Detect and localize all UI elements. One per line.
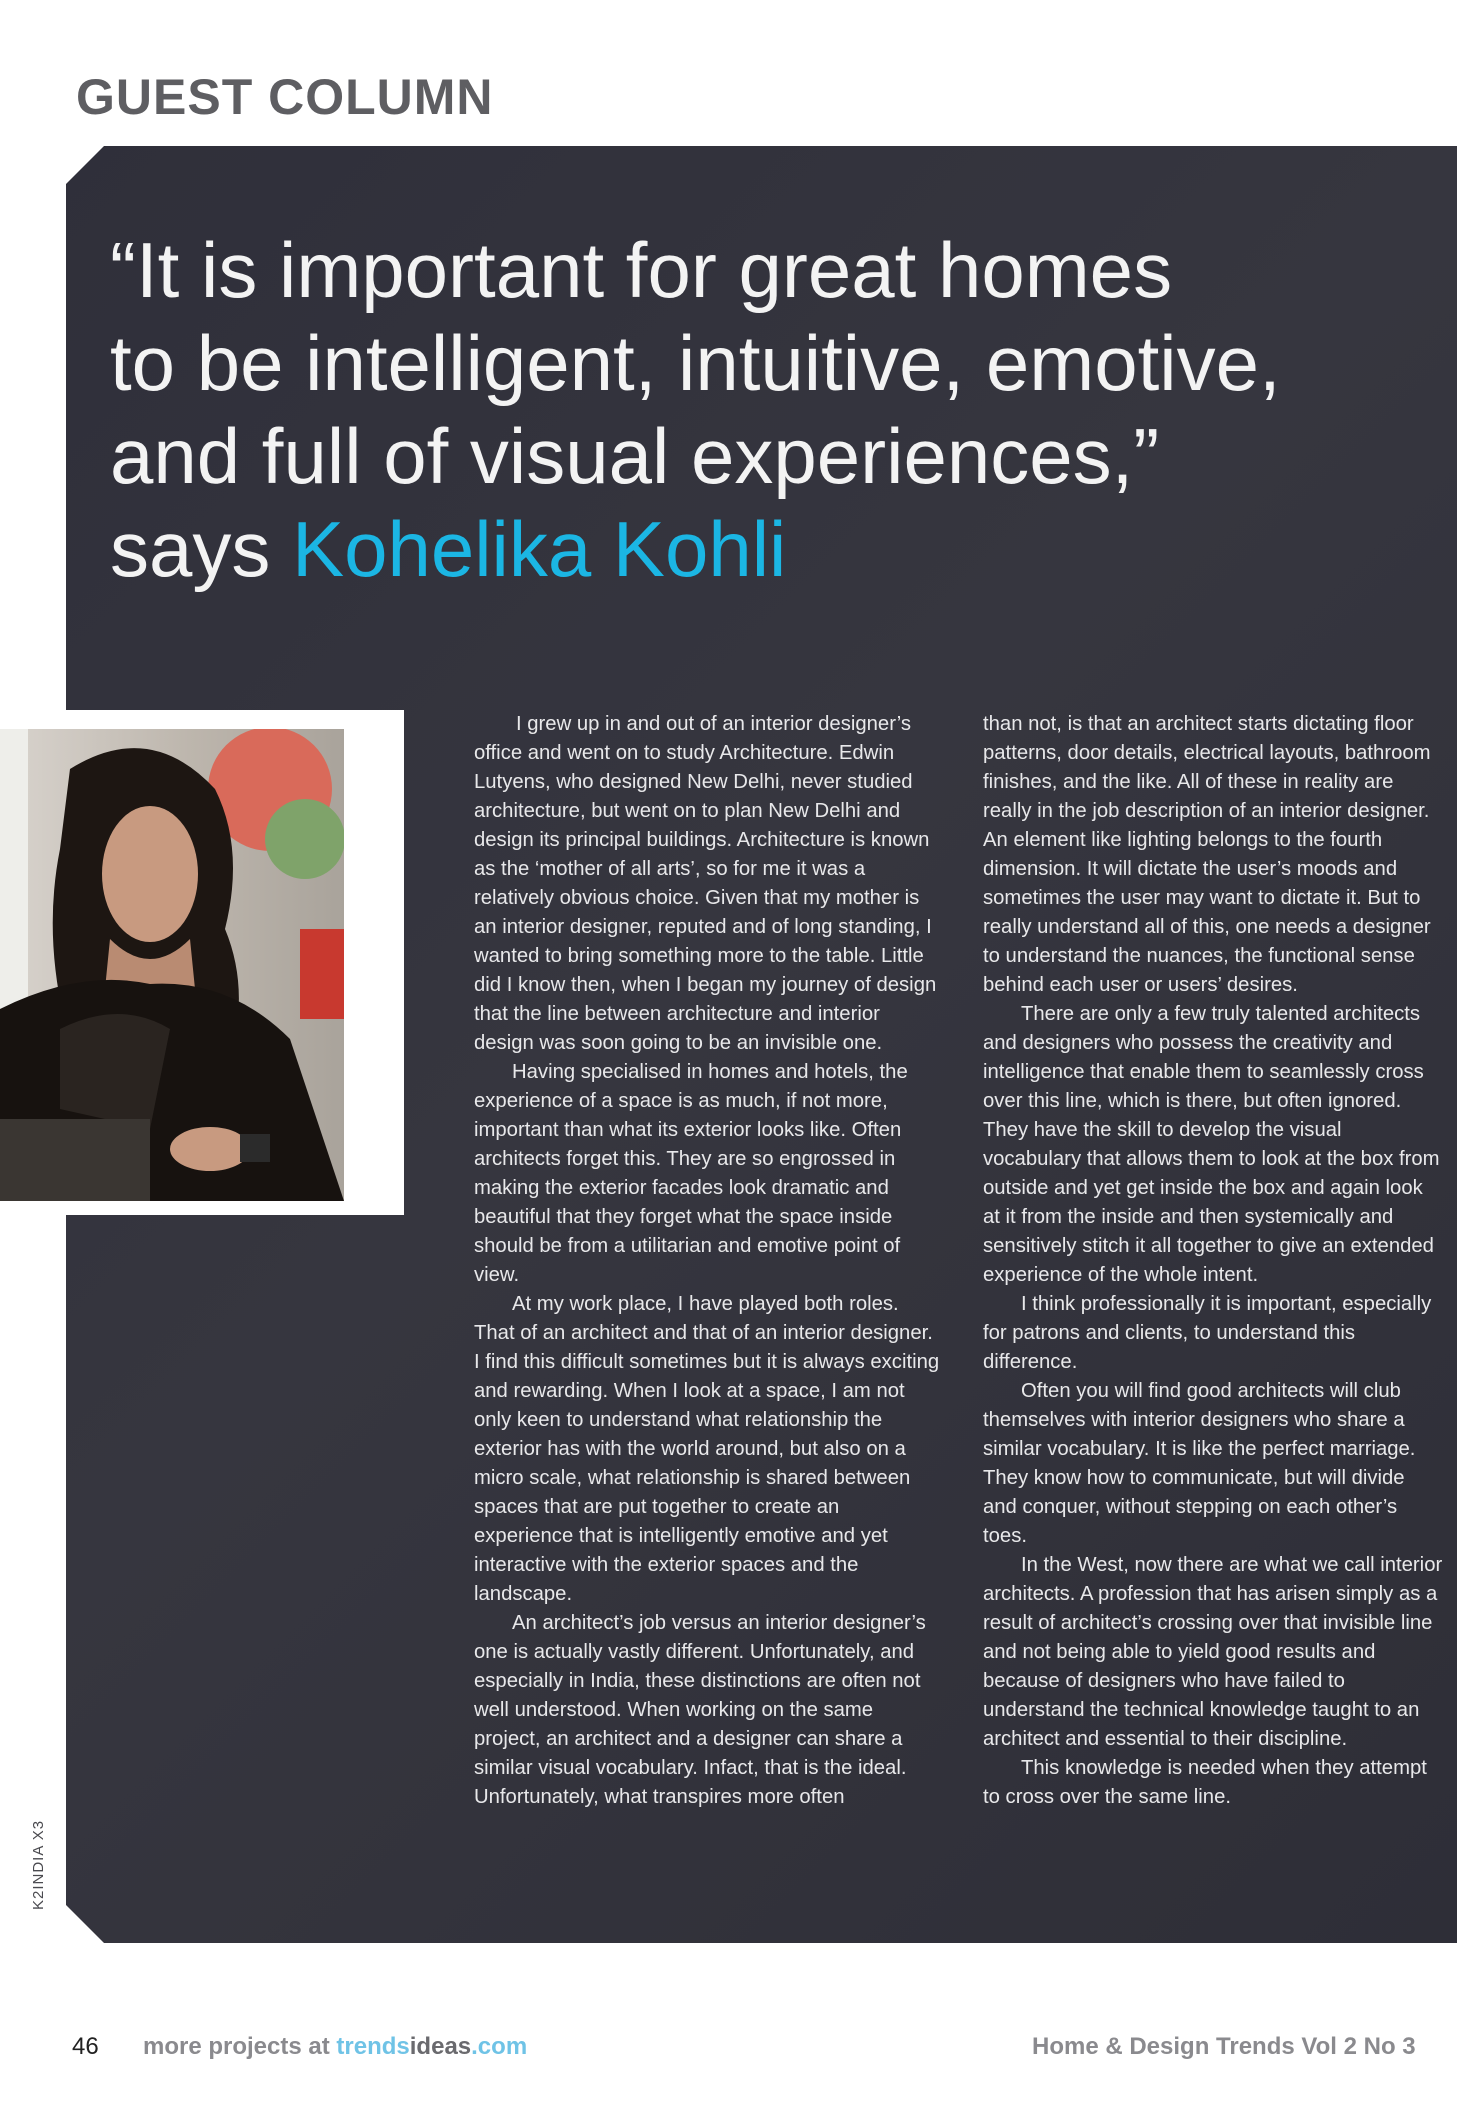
- paragraph: than not, is that an architect starts dictating floor patterns, door details, electrical layouts, bathroom finishes, and the like. All of these in reality are really in the job description of an interior designer. An element like lighting belongs to the fourth dimension. It will dictate the user’s moods and sometimes the user may want to dictate it. But to really understand all of this, one needs a designer to understand the nuances, the functional sense behind each user or users’ desires.: [983, 713, 1431, 996]
- paragraph: An architect’s job versus an interior designer’s one is actually vastly different. Unfortunately, and especially in India, these distinctions are often not well understood. When working on the same project, an architect and a designer can share a similar visual vocabulary. Infact, that is the ideal. Unfortunately, what transpires more often: [474, 1612, 926, 1808]
- paragraph: I think professionally it is important, especially for patrons and clients, to understand this difference.: [983, 1293, 1432, 1373]
- pull-quote-line-2: to be intelligent, intuitive, emotive,: [110, 319, 1281, 407]
- pull-quote-attribution: [110, 503, 1360, 596]
- paragraph: Often you will find good architects will club themselves with interior designers who share a similar vocabulary. It is like the perfect marriage. They know how to communicate, but will divide and conquer, without stepping on each other’s toes.: [983, 1380, 1416, 1547]
- says-text: says: [110, 505, 293, 593]
- magazine-issue: Home & Design Trends Vol 2 No 3: [1032, 2033, 1416, 2060]
- paragraph: This knowledge is needed when they attempt to cross over the same line.: [983, 1757, 1427, 1808]
- portrait-photo: [0, 729, 344, 1201]
- author-name: Kohelika Kohli: [292, 505, 787, 593]
- article-column-2: [983, 710, 1443, 1812]
- link-com: .com: [471, 2033, 528, 2060]
- section-label: GUEST COLUMN: [76, 69, 494, 125]
- portrait-frame: [0, 710, 404, 1215]
- link-trends: trends: [336, 2033, 410, 2060]
- footer-website-link[interactable]: [143, 2033, 527, 2061]
- paragraph: There are only a few truly talented architects and designers who possess the creativity and intelligence that enable them to seamlessly cross over this line, which is there, but often ignored. They have the skill to develop the visual vocabulary that allows them to look at the box from outside and yet get inside the box and again look at it from the inside and then systemically and sensitively stitch it all together to give an extended experience of the whole intent.: [983, 1003, 1440, 1286]
- paragraph: At my work place, I have played both roles. That of an architect and that of an interior designer. I find this difficult sometimes but it is always exciting and rewarding. When I look at a space, I am not only keen to understand what relationship the exterior has with the world around, but also on a micro scale, what relationship is shared between spaces that are put together to create an experience that is intelligently emotive and yet interactive with the exterior spaces and the landscape.: [474, 1293, 940, 1605]
- pull-quote-line-3: and full of visual experiences,”: [110, 412, 1160, 500]
- photo-credit: K2INDIA X3: [30, 1819, 47, 1910]
- paragraph: Having specialised in homes and hotels, the experience of a space is as much, if not more, important than what its exterior looks like. Often architects forget this. They are so engrossed in making the exterior facades look dramatic and beautiful that they forget what the space inside should be from a utilitarian and emotive point of view.: [474, 1061, 908, 1286]
- article-column-1: [474, 710, 944, 1812]
- link-ideas: ideas: [409, 2033, 472, 2060]
- paragraph: I grew up in and out of an interior designer’s office and went on to study Architecture. Edwin Lutyens, who designed New Delhi, never studied architecture, but went on to plan New Delhi and design its principal buildings. Architecture is known as the ‘mother of all arts’, so for me it was a relatively obvious choice. Given that my mother is an interior designer, reputed and of long standing, I wanted to bring something more to the table. Little did I know then, when I began my journey of design that the line between architecture and interior design was soon going to be an invisible one.: [474, 713, 937, 1054]
- page-number: 46: [72, 2033, 99, 2060]
- pull-quote-line-1: “It is important for great homes: [110, 226, 1173, 314]
- pull-quote: [110, 224, 1360, 596]
- paragraph: In the West, now there are what we call interior architects. A profession that has arisen simply as a result of architect’s crossing over that invisible line and not being able to yield good results and because of designers who have failed to understand the technical knowledge taught to an architect and essential to their discipline.: [983, 1554, 1443, 1750]
- link-prefix: more projects at: [143, 2033, 337, 2060]
